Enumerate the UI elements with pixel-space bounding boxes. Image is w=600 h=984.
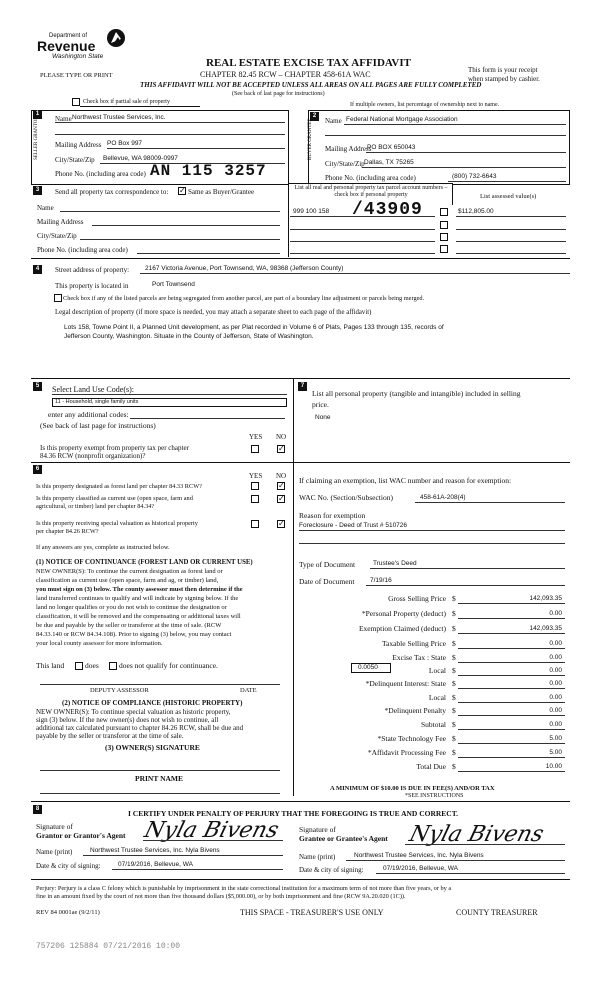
- parcel-header: List all real and personal property tax parcel account numbers – check box if personal property: [294, 185, 448, 198]
- current-use-yes-checkbox[interactable]: [251, 495, 259, 503]
- seller-name: Northwest Trustee Services, Inc.: [72, 114, 166, 121]
- dept-state: Washington State: [52, 53, 104, 60]
- see-back: (See back of last page for instructions): [232, 91, 325, 97]
- tax-row-value: 0.00: [549, 680, 562, 687]
- same-as-buyer-checkbox[interactable]: ✓: [179, 186, 186, 195]
- section-8-badge: 8: [33, 805, 42, 814]
- this-land: This land: [36, 661, 65, 670]
- grantor-date: 07/19/2016, Bellevue, WA: [118, 861, 193, 868]
- tax-row-value: 142,093.35: [529, 595, 562, 602]
- owner-signature: (3) OWNER(S) SIGNATURE: [105, 743, 200, 752]
- seller-phone-label: Phone No. (including area code): [55, 170, 146, 178]
- street-label: Street address of property:: [55, 266, 130, 274]
- s3-field-phone: Phone No. (including area code): [37, 246, 128, 254]
- tax-row-value: 0.00: [549, 640, 562, 647]
- multiple-owners: If multiple owners, list percentage of ownership next to name.: [350, 102, 500, 108]
- parcel-2-checkbox[interactable]: [440, 221, 448, 229]
- historic-yes-checkbox[interactable]: [251, 520, 259, 528]
- n2-0: NEW OWNER(S): To continue special valuation as historic property,: [36, 708, 231, 716]
- seller-mailing-label: Mailing Address: [55, 141, 102, 149]
- minimum-due: A MINIMUM OF $10.00 IS DUE IN FEE(S) AND/OR TAX: [330, 785, 495, 792]
- n1-4: land no longer qualifies or you do not wish to continue the designation or: [36, 604, 227, 611]
- buyer-name: Federal National Mortgage Association: [346, 116, 458, 123]
- reason-label: Reason for exemption: [299, 511, 366, 520]
- tax-row-label: Total Due: [416, 762, 446, 771]
- additional-codes: enter any additional codes:: [48, 410, 129, 419]
- doc-type-label: Type of Document: [299, 560, 356, 569]
- section-7-badge: 7: [298, 382, 307, 391]
- tax-row-label: Exemption Claimed (deduct): [358, 624, 446, 633]
- legal-line-1: Lots 158, Towne Point II, a Planned Unit development, as per Plat recorded in Volume 6 of Plats, Pages 133 through 135, records of: [64, 324, 444, 331]
- if-yes-note: If any answers are yes, complete as instructed below.: [36, 544, 170, 551]
- tax-row-dollar: $: [452, 720, 456, 729]
- seller-city-label: City/State/Zip: [55, 156, 95, 164]
- exempt-no-checkbox[interactable]: ✓: [278, 444, 285, 453]
- grantee-name-label: Name (print): [299, 853, 336, 861]
- deputy-date: DATE: [240, 687, 257, 694]
- historic-no-checkbox[interactable]: ✓: [278, 519, 285, 528]
- rev-number: REV 84 0001ae (9/2/11): [36, 909, 100, 916]
- s5-no: NO: [276, 433, 287, 441]
- n2-3: payable by the seller or transferor at the time of sale.: [36, 732, 184, 740]
- certify: I CERTIFY UNDER PENALTY OF PERJURY THAT THE FOREGOING IS TRUE AND CORRECT.: [128, 809, 459, 818]
- dept-revenue: Revenue: [37, 38, 96, 54]
- form-title: REAL ESTATE EXCISE TAX AFFIDAVIT: [206, 57, 411, 69]
- buyer-phone-label: Phone No. (including area code): [325, 174, 416, 182]
- grantor-date-label: Date & city of signing:: [36, 862, 101, 870]
- tax-row-label: Gross Selling Price: [388, 594, 446, 603]
- revenue-logo-icon: [106, 28, 126, 48]
- handwritten-number: AN 115 3257: [150, 162, 267, 180]
- grantor-sig-label-2: Grantor or Grantor's Agent: [36, 831, 126, 840]
- s6-yes: YES: [249, 472, 263, 480]
- tax-row-dollar: $: [452, 666, 456, 675]
- s3-field-mailing: Mailing Address: [37, 218, 84, 226]
- forest-q: Is this property designated as forest land per chapter 84.33 RCW?: [36, 483, 202, 490]
- tax-row-label: Subtotal: [420, 720, 446, 729]
- seller-name-label: Name: [55, 115, 72, 123]
- deputy-assessor: DEPUTY ASSESSOR: [90, 687, 149, 694]
- does-label: does: [85, 661, 99, 670]
- buyer-mailing-label: Mailing Address: [325, 145, 372, 153]
- grantee-signature[interactable]: Nyla Bivens: [406, 822, 547, 847]
- county-treasurer: COUNTY TREASURER: [456, 908, 538, 917]
- warning: THIS AFFIDAVIT WILL NOT BE ACCEPTED UNLESS ALL AREAS ON ALL PAGES ARE FULLY COMPLETED: [140, 81, 482, 89]
- seller-mailing: PO Box 997: [107, 140, 143, 147]
- perjury-2: fine in an amount fixed by the court of not more than five thousand dollars ($5,000.00), or by both imprisonment and fine (RCW 9A.20.020 (1C)).: [36, 893, 406, 900]
- seller-city: Bellevue, WA 98009-0997: [103, 155, 178, 162]
- print-name: PRINT NAME: [135, 774, 183, 783]
- same-as-buyer-label: Same as Buyer/Grantee: [188, 188, 255, 196]
- personal-label-1: List all personal property (tangible and intangible) included in selling: [312, 389, 521, 398]
- receipt-note-1: This form is your receipt: [468, 66, 538, 74]
- buyer-city: Dallas, TX 75265: [364, 159, 414, 166]
- treasurer-space: THIS SPACE - TREASURER'S USE ONLY: [240, 908, 384, 917]
- segregated-label: Check box if any of the listed parcels are being segregated from another parcel, are part of a boundary line adjustment or parcels being merged.: [63, 295, 425, 302]
- land-use-label: Select Land Use Code(s):: [52, 385, 134, 394]
- wac-intro: If claiming an exemption, list WAC number and reason for exemption:: [299, 476, 512, 485]
- wac-value: 458-61A-208(4): [420, 494, 466, 501]
- perjury-1: Perjury: Perjury is a class C felony which is punishable by imprisonment in the state correctional institution for a maximum term of not more than five years, or by a: [36, 885, 452, 892]
- legal-line-2: Jefferson County, Washington. Situate in the County of Jefferson, State of Washington.: [64, 333, 314, 340]
- grantee-date: 07/19/2016, Bellevue, WA: [383, 865, 458, 872]
- parcel-4-checkbox[interactable]: [440, 245, 448, 253]
- legal-label: Legal description of property (if more space is needed, you may attach a separate sheet to each page of the affidavit): [55, 309, 372, 316]
- s3-field-name: Name: [37, 204, 54, 212]
- parcel-1-checkbox[interactable]: [440, 208, 448, 216]
- tax-row-dollar: $: [452, 706, 456, 715]
- reason-value: Foreclosure - Deed of Trust # 510726: [299, 522, 408, 529]
- n1-1: classification as current use (open space, farm and ag, or timber) land,: [36, 577, 219, 584]
- exempt-yes-checkbox[interactable]: [251, 445, 259, 453]
- partial-sale-label: Check box if partial sale of property: [83, 99, 170, 105]
- grantee-sig-label-1: Signature of: [299, 825, 336, 834]
- tax-row-label: Taxable Selling Price: [381, 639, 446, 648]
- notice2-title: (2) NOTICE OF COMPLIANCE (HISTORIC PROPERTY): [62, 699, 243, 707]
- exempt-q2: 84.36 RCW (nonprofit organization)?: [40, 452, 146, 460]
- receipt-note-2: when stamped by cashier.: [468, 75, 540, 83]
- buyer-mailing: PO BOX 650043: [367, 144, 416, 151]
- tax-row-value: 0.00: [549, 654, 562, 661]
- grantor-sig-label-1: Signature of: [36, 822, 73, 831]
- grantee-date-label: Date & city of signing:: [299, 866, 364, 874]
- tax-row-label: Local: [428, 693, 446, 702]
- section-4-badge: 4: [33, 265, 42, 274]
- receipt-stamp: 757206 125884 07/21/2016 10:00: [36, 942, 181, 951]
- doc-date: 7/19/16: [370, 577, 392, 584]
- current-use-q1: Is this property classified as current use (open space, farm and: [36, 495, 193, 502]
- tax-row-label: *Delinquent Penalty: [384, 706, 446, 715]
- n1-2: you must sign on (3) below. The county assessor must then determine if the: [36, 586, 243, 593]
- doc-date-label: Date of Document: [299, 577, 355, 586]
- partial-sale-checkbox[interactable]: [72, 98, 80, 106]
- section-1-badge: 1: [33, 110, 42, 119]
- s3-field-city: City/State/Zip: [37, 232, 77, 240]
- current-use-q2: agricultural, or timber) land per chapter 84.34?: [36, 503, 155, 510]
- see-instructions: *SEE INSTRUCTIONS: [405, 793, 464, 799]
- personal-label-2: price.: [312, 400, 329, 409]
- street-address: 2167 Victoria Avenue, Port Townsend, WA, 98368 (Jefferson County): [145, 265, 344, 272]
- buyer-phone: (800) 732-6643: [452, 173, 497, 180]
- historic-q1: Is this property receiving special valuation as historical property: [36, 520, 198, 527]
- print-note: PLEASE TYPE OR PRINT: [40, 72, 113, 79]
- grantor-name-label: Name (print): [36, 848, 73, 856]
- does-checkbox[interactable]: [75, 662, 83, 670]
- buyer-side-label: BUYER GRANTEE: [308, 118, 313, 160]
- tax-row-value: 0.00: [549, 610, 562, 617]
- section-5-badge: 5: [33, 382, 42, 391]
- s5-see-back: (See back of last page for instructions): [40, 421, 156, 430]
- assessed-header: List assessed value(s): [480, 193, 537, 200]
- s6-no: NO: [276, 472, 287, 480]
- tax-row-label: Excise Tax : State: [392, 653, 446, 662]
- forest-no-checkbox[interactable]: ✓: [278, 481, 285, 490]
- tax-row-value: 0.00: [549, 667, 562, 674]
- tax-row-value: 0.00: [549, 707, 562, 714]
- tax-row-value: 10.00: [545, 763, 562, 770]
- tax-row-label: Local: [428, 666, 446, 675]
- tax-row-dollar: $: [452, 679, 456, 688]
- n1-3: land transferred continues to qualify and will indicate by signing below. If the: [36, 595, 239, 602]
- grantor-signature[interactable]: Nyla Bivens: [141, 818, 282, 843]
- assessed-value: $112,805.00: [458, 208, 494, 215]
- current-use-no-checkbox[interactable]: ✓: [278, 494, 285, 503]
- n1-6: be due and payable by the seller or transferor at the time of sale. (RCW: [36, 622, 222, 629]
- does-not-label: does not qualify for continuance.: [119, 661, 218, 670]
- tax-row-dollar: $: [452, 594, 456, 603]
- tax-row-dollar: $: [452, 653, 456, 662]
- section-6-badge: 6: [33, 465, 42, 474]
- does-not-checkbox[interactable]: [109, 662, 117, 670]
- grantee-name: Northwest Trustee Services, Inc. Nyla Bivens: [354, 852, 484, 859]
- segregated-checkbox[interactable]: [54, 294, 62, 302]
- exempt-q1: Is this property exempt from property tax per chapter: [40, 444, 189, 452]
- tax-row-label: *State Technology Fee: [377, 734, 446, 743]
- grantor-name: Northwest Trustee Services, Inc. Nyla Bivens: [90, 847, 220, 854]
- tax-row-dollar: $: [452, 748, 456, 757]
- n2-1: sign (3) below. If the new owner(s) does not wish to continue, all: [36, 716, 219, 724]
- n1-0: NEW OWNER(S): To continue the current designation as forest land or: [36, 568, 223, 575]
- n2-2: additional tax calculated pursuant to chapter 84.26 RCW, shall be due and: [36, 724, 244, 732]
- s5-yes: YES: [249, 433, 263, 441]
- section-3-badge: 3: [33, 186, 42, 195]
- tax-row-label: *Affidavit Processing Fee: [367, 748, 446, 757]
- tax-row-value: 5.00: [549, 749, 562, 756]
- notice1-title: (1) NOTICE OF CONTINUANCE (FOREST LAND OR CURRENT USE): [36, 559, 253, 566]
- tax-row-label: *Delinquent Interest: State: [365, 679, 446, 688]
- tax-row-dollar: $: [452, 734, 456, 743]
- parcel-number: 999 100 158: [293, 208, 330, 215]
- local-rate: 0.0050: [358, 664, 378, 671]
- grantee-sig-label-2: Grantee or Grantee's Agent: [299, 834, 388, 843]
- located-city: Port Townsend: [152, 281, 195, 288]
- forest-yes-checkbox[interactable]: [251, 482, 259, 490]
- parcel-handwritten: /43909: [352, 200, 423, 220]
- doc-type: Trustee's Deed: [373, 560, 417, 567]
- tax-row-dollar: $: [452, 624, 456, 633]
- parcel-3-checkbox[interactable]: [440, 233, 448, 241]
- dept-small: Department of: [49, 33, 88, 39]
- tax-row-value: 5.00: [549, 735, 562, 742]
- tax-row-value: 0.00: [549, 721, 562, 728]
- wac-label: WAC No. (Section/Subsection): [299, 493, 393, 502]
- n1-8: your local county assessor for more information.: [36, 640, 163, 647]
- tax-row-dollar: $: [452, 639, 456, 648]
- n1-5: classification, it will be removed and the compensating or additional taxes will: [36, 613, 241, 620]
- historic-q2: per chapter 84.26 RCW?: [36, 528, 99, 535]
- personal-value: None: [315, 414, 331, 421]
- send-label: Send all property tax correspondence to:: [55, 188, 169, 196]
- tax-row-dollar: $: [452, 762, 456, 771]
- buyer-name-label: Name: [325, 117, 342, 125]
- form-chapter: CHAPTER 82.45 RCW – CHAPTER 458-61A WAC: [200, 70, 371, 79]
- tax-row-label: *Personal Property (deduct): [361, 609, 446, 618]
- n1-7: 84.33.140 or RCW 84.34.108). Prior to signing (3) below, you may contact: [36, 631, 232, 638]
- tax-row-value: 0.00: [549, 694, 562, 701]
- seller-side-label: [34, 150, 40, 160]
- located-label: This property is located in: [55, 282, 129, 290]
- buyer-city-label: City/State/Zip: [325, 160, 365, 168]
- section-2-badge: 2: [310, 112, 319, 121]
- land-use-code: 11 - Household, single family units: [55, 399, 139, 405]
- tax-row-dollar: $: [452, 693, 456, 702]
- tax-row-value: 142,093.35: [529, 625, 562, 632]
- tax-row-dollar: $: [452, 609, 456, 618]
